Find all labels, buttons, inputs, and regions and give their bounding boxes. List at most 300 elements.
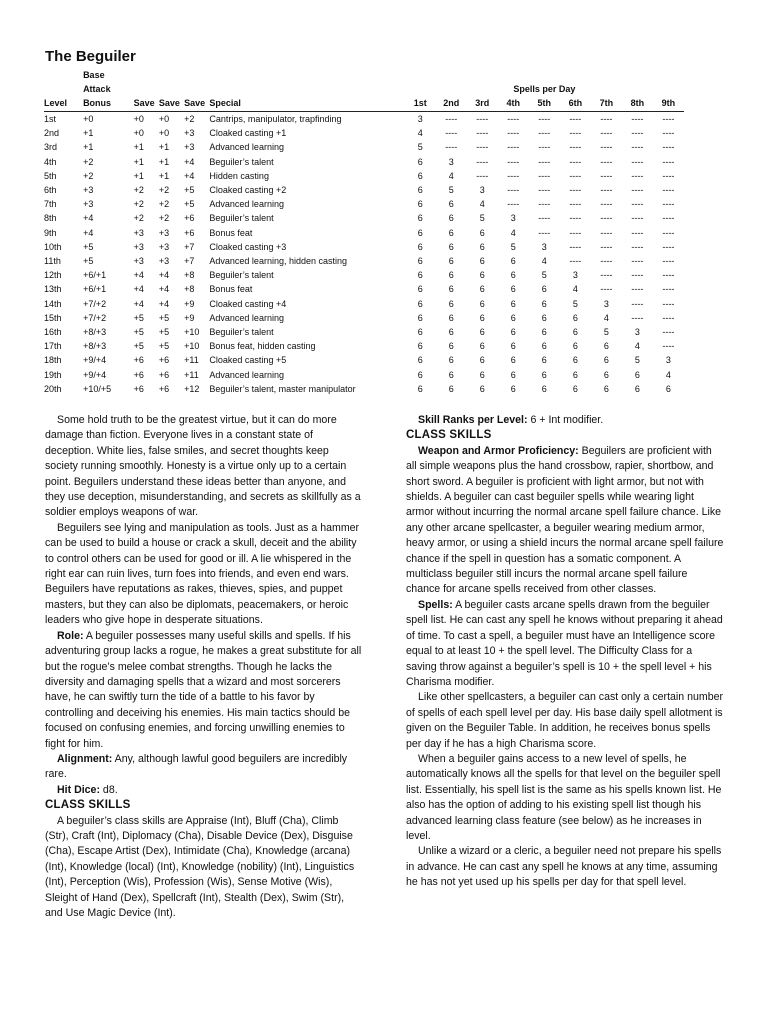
table-cell: +6 (158, 383, 170, 394)
table-row (44, 311, 684, 325)
table-cell: +9 (184, 298, 195, 309)
table-cell: 3 (634, 327, 640, 338)
table-cell: +4 (83, 227, 94, 238)
table-cell: 6 (448, 227, 454, 238)
table-cell: 6 (541, 312, 547, 323)
table-cell: 4 (665, 369, 671, 380)
weapon-label: Weapon and Armor Proficiency: (418, 444, 579, 457)
table-row (44, 140, 684, 154)
table-cell: ---- (569, 256, 582, 267)
intro-paragraph-1: Some hold truth to be the greatest virtue, but it can do more damage than fiction. Everyone lives in a constant state of deception. White lies, false smiles, and secret thoughts keep society running smoothly. Honesty is a virtue only up to a certain point. Beguilers understand these ideas better than anyone, and they use deception, misunderstanding, and secrets as skillfully as a soldier employs weapons of war. (45, 414, 361, 519)
table-cell: Cantrips, manipulator, trapfinding (209, 114, 342, 124)
column-header: 6th (560, 96, 591, 112)
table-row (44, 297, 684, 311)
table-cell: 6 (510, 355, 516, 366)
table-cell: 6 (510, 256, 516, 267)
table-cell: 6 (479, 383, 485, 394)
table-cell: ---- (631, 312, 644, 323)
table-cell: ---- (569, 114, 582, 124)
table-cell: ---- (445, 114, 458, 124)
weapon-text: Beguilers are proficient with all simple weapons plus the hand crossbow, rapier, shortbow, and short sword. A beguiler is proficient with light armor, but not with shields. A beguiler can cast beguiler spells while wearing light armor without incurring the normal arcane spell failure chance. Like any other arcane spellcaster, a beguiler wearing medium armor, heavy armor, or using a shield incurs the normal arcane spell failure chance if the spell in question has a somatic component. A multiclass beguiler still incurs the normal arcane spell failure chance for arcane spells received from other classes. (406, 444, 724, 596)
table-cell: ---- (631, 142, 644, 153)
table-cell: ---- (476, 156, 489, 167)
class-skills-heading-left: CLASS SKILLS (45, 799, 131, 812)
table-cell: +2 (133, 199, 144, 210)
table-cell: Bonus feat (209, 227, 253, 238)
table-cell: ---- (507, 199, 520, 210)
table-cell: +5 (133, 312, 144, 323)
table-row (44, 126, 684, 140)
table-cell: 6 (417, 227, 423, 238)
spells-label: Spells: (418, 598, 453, 611)
table-cell: ---- (662, 213, 675, 224)
table-cell: Advanced learning (209, 312, 284, 323)
hitdice-paragraph (45, 783, 363, 798)
table-cell: ---- (569, 185, 582, 196)
table-cell: 6 (479, 327, 485, 338)
weapon-paragraph (406, 444, 724, 598)
table-row (44, 254, 684, 268)
left-column (45, 413, 363, 921)
column-header: 7th (591, 96, 622, 112)
table-cell: +11 (184, 369, 199, 380)
table-cell: 6 (417, 199, 423, 210)
table-cell: Cloaked casting +4 (209, 298, 287, 309)
table-cell: 4th (44, 156, 57, 167)
table-cell: ---- (445, 128, 458, 139)
spells-paragraph-4: Unlike a wizard or a cleric, a beguiler need not prepare his spells in advance. He can cast any spell he knows at any time, assuming he has not yet used up his spells per day for that spell level. (406, 845, 722, 889)
table-cell: 6 (417, 298, 423, 309)
table-cell: 6 (665, 383, 671, 394)
table-cell: ---- (662, 312, 675, 323)
table-cell: 5 (479, 213, 485, 224)
table-cell: 6 (541, 284, 547, 295)
table-cell: +6 (133, 369, 144, 380)
table-cell: ---- (631, 128, 644, 139)
skill-ranks-paragraph (406, 413, 724, 428)
table-cell: 17th (44, 341, 62, 352)
table-cell: +0 (133, 114, 144, 124)
table-cell: 5 (448, 185, 454, 196)
table-cell: 6 (417, 270, 423, 281)
table-cell: 6 (603, 369, 609, 380)
table-cell: Beguiler’s talent (209, 156, 274, 167)
table-cell: +12 (184, 383, 200, 394)
table-cell: 6 (448, 327, 454, 338)
table-cell: 6 (541, 298, 547, 309)
table-cell: +2 (83, 156, 94, 167)
table-cell: ---- (662, 270, 675, 281)
table-cell: 15th (44, 312, 62, 323)
table-cell: +1 (133, 170, 144, 181)
table-cell: +3 (133, 241, 144, 252)
table-cell: +4 (184, 156, 195, 167)
table-cell: ---- (569, 241, 582, 252)
table-cell: ---- (507, 142, 520, 153)
table-cell: +6 (184, 227, 195, 238)
table-cell: 6 (510, 270, 516, 281)
table-cell: ---- (538, 227, 551, 238)
table-cell: 10th (44, 241, 62, 252)
column-header: 8th (622, 96, 653, 112)
skill-ranks-label: Skill Ranks per Level: (418, 414, 528, 426)
column-header: 3rd (467, 96, 498, 112)
table-cell: ---- (662, 128, 675, 139)
table-cell: ---- (507, 156, 520, 167)
class-skills-heading-right: CLASS SKILLS (406, 429, 492, 442)
table-cell: +3 (158, 256, 170, 267)
right-column (406, 413, 724, 891)
table-row (44, 112, 684, 127)
table-cell: ---- (538, 170, 551, 181)
table-cell: Cloaked casting +2 (209, 185, 287, 196)
table-cell: +2 (133, 213, 144, 224)
table-cell: +0 (133, 128, 144, 139)
table-cell: 6 (479, 227, 485, 238)
table-cell: 3 (479, 185, 485, 196)
table-cell: 6 (417, 327, 423, 338)
intro-paragraph-2: Beguilers see lying and manipulation as tools. Just as a hammer can be used to build a house or crack a skull, deceit and the ability to control others can be used for good or ill. A lie whispered in the right ear can ruin lives, turn foes into friends, and even end wars. Beguilers have reputations as rakes, thieves, spies, and puppet masters, but they can also be diplomats, peacemakers, or heroic leaders who give hope in desperate situations. (45, 521, 360, 627)
table-cell: 6 (417, 383, 423, 394)
table-cell: 3 (541, 241, 547, 252)
table-row (44, 155, 684, 169)
table-cell: +4 (158, 284, 170, 295)
role-paragraph (45, 629, 363, 752)
table-cell: 6 (541, 355, 547, 366)
table-cell: 12th (44, 270, 62, 281)
table-cell: 6 (417, 241, 423, 252)
table-cell: 6 (417, 369, 423, 380)
table-cell: ---- (631, 256, 644, 267)
table-cell: 5 (417, 142, 423, 153)
table-cell: ---- (631, 241, 644, 252)
table-cell: ---- (662, 327, 675, 338)
table-cell: +5 (83, 256, 94, 267)
table-cell: +2 (158, 185, 170, 196)
table-cell: 6 (417, 341, 423, 352)
table-cell: +1 (158, 170, 170, 181)
table-cell: 5 (572, 298, 578, 309)
table-cell: Advanced learning (209, 199, 284, 210)
table-cell: ---- (600, 142, 613, 153)
table-row (44, 211, 684, 225)
table-row (44, 169, 684, 183)
column-header: Save (184, 96, 209, 112)
table-cell: Advanced learning (209, 142, 284, 153)
table-cell: ---- (538, 114, 551, 124)
table-cell: 6 (510, 369, 516, 380)
table-cell: 6 (634, 369, 640, 380)
table-cell: +7 (184, 241, 195, 252)
page-title: The Beguiler (45, 48, 136, 65)
table-cell: 6 (448, 284, 454, 295)
table-cell: +7 (184, 256, 195, 267)
table-row (44, 240, 684, 254)
table-cell: ---- (569, 142, 582, 153)
table-cell: 19th (44, 369, 62, 380)
column-header: 9th (653, 96, 684, 112)
table-cell: ---- (631, 227, 644, 238)
table-cell: 6 (448, 270, 454, 281)
table-cell: Hidden casting (209, 170, 269, 181)
table-cell: ---- (569, 213, 582, 224)
table-cell: Beguiler’s talent, master manipulator (209, 383, 356, 394)
table-cell: 6 (479, 256, 485, 267)
table-cell: ---- (600, 170, 613, 181)
table-cell: ---- (538, 156, 551, 167)
header-base: Base (83, 70, 105, 80)
table-cell: Cloaked casting +5 (209, 355, 287, 366)
header-attack: Attack (83, 84, 111, 94)
table-cell: 4 (510, 227, 516, 238)
table-cell: ---- (507, 170, 520, 181)
table-cell: ---- (600, 128, 613, 139)
table-cell: ---- (538, 199, 551, 210)
table-row (44, 339, 684, 353)
table-cell: 6 (479, 355, 485, 366)
table-cell: 6 (479, 341, 485, 352)
column-header: Special (209, 96, 404, 112)
table-cell: +2 (158, 213, 170, 224)
column-header: 1st (405, 96, 436, 112)
table-cell: 3 (448, 156, 454, 167)
table-cell: Advanced learning (209, 369, 284, 380)
table-cell: 6 (603, 341, 609, 352)
table-cell: 6 (479, 241, 485, 252)
table-cell: 3 (572, 270, 578, 281)
table-cell: +0 (83, 114, 94, 124)
column-header: Level (44, 96, 83, 112)
table-cell: ---- (538, 213, 551, 224)
table-cell: ---- (476, 142, 489, 153)
table-cell: 6 (510, 383, 516, 394)
table-cell: Beguiler’s talent (209, 327, 274, 338)
table-cell: 6 (572, 312, 578, 323)
spells-paragraph-2: Like other spellcasters, a beguiler can cast only a certain number of spells of each spell level per day. His base daily spell allotment is given on the Beguiler Table. In addition, he receives bonus spells per day if he has a high Charisma score. (406, 691, 724, 750)
table-cell: 6 (572, 327, 578, 338)
table-cell: 6 (417, 213, 423, 224)
table-cell: +0 (158, 114, 170, 124)
table-cell: 20th (44, 383, 62, 394)
table-cell: 3 (510, 213, 516, 224)
table-cell: 8th (44, 213, 57, 224)
table-cell: Bonus feat, hidden casting (209, 341, 316, 352)
table-row (44, 226, 684, 240)
table-cell: ---- (569, 128, 582, 139)
table-cell: 5 (541, 270, 547, 281)
table-cell: +5 (133, 341, 144, 352)
table-cell: Bonus feat (209, 284, 253, 295)
table-cell: ---- (631, 213, 644, 224)
table-cell: ---- (600, 185, 613, 196)
table-cell: +4 (133, 270, 144, 281)
table-cell: ---- (631, 270, 644, 281)
table-cell: ---- (662, 284, 675, 295)
table-cell: 6 (448, 383, 454, 394)
table-cell: +3 (184, 128, 195, 139)
table-cell: ---- (631, 170, 644, 181)
table-cell: ---- (600, 213, 613, 224)
table-cell: +2 (158, 199, 170, 210)
table-cell: ---- (631, 284, 644, 295)
table-cell: +3 (133, 256, 144, 267)
table-cell: 6 (448, 298, 454, 309)
alignment-paragraph (45, 752, 363, 783)
column-header: Save (159, 96, 184, 112)
table-row (44, 353, 684, 367)
column-header: 2nd (436, 96, 467, 112)
table-cell: +3 (133, 227, 144, 238)
table-cell: +2 (83, 170, 94, 181)
table-cell: 6 (448, 241, 454, 252)
table-cell: 6 (541, 327, 547, 338)
table-cell: ---- (600, 270, 613, 281)
table-cell: +2 (184, 114, 195, 124)
table-cell: 6 (479, 369, 485, 380)
table-cell: 6 (417, 256, 423, 267)
table-cell: ---- (569, 227, 582, 238)
table-cell: ---- (569, 199, 582, 210)
table-cell: ---- (600, 114, 613, 124)
table-cell: +4 (158, 270, 170, 281)
table-cell: 6 (448, 199, 454, 210)
table-cell: ---- (662, 199, 675, 210)
table-cell: 4 (448, 170, 454, 181)
role-text: A beguiler possesses many useful skills and spells. If his adventuring group lacks a rogue, he makes a great substitute for all but the rogue’s melee combat strengths. Though he lacks the diversity and damaging spells that a wizard and most sorcerers have, he can swiftly turn the tide of a battle to his favor by controlling and deceiving his enemies. His main tactics should be focused on confusing enemies, and forcing unwilling enemies to fight for him. (45, 629, 362, 750)
table-cell: +3 (184, 142, 195, 153)
table-cell: ---- (631, 114, 644, 124)
table-cell: +1 (83, 142, 94, 153)
table-cell: ---- (662, 298, 675, 309)
table-cell: 6 (448, 341, 454, 352)
table-cell: 6 (479, 270, 485, 281)
table-cell: +1 (133, 156, 144, 167)
table-cell: ---- (631, 298, 644, 309)
table-cell: +4 (184, 170, 195, 181)
table-cell: ---- (631, 156, 644, 167)
table-cell: ---- (662, 241, 675, 252)
table-cell: ---- (538, 128, 551, 139)
table-cell: 6 (541, 383, 547, 394)
table-cell: 6 (634, 383, 640, 394)
table-header-row (44, 96, 684, 112)
table-cell: ---- (600, 284, 613, 295)
table-cell: +5 (158, 312, 170, 323)
table-cell: +3 (158, 227, 170, 238)
table-cell: +3 (83, 185, 94, 196)
table-cell: 4 (634, 341, 640, 352)
table-cell: 14th (44, 298, 62, 309)
table-cell: +9/+4 (83, 369, 107, 380)
table-cell: ---- (538, 185, 551, 196)
table-cell: 5 (510, 241, 516, 252)
table-cell: ---- (662, 341, 675, 352)
column-header: 4th (498, 96, 529, 112)
table-cell: ---- (445, 142, 458, 153)
table-cell: 6 (541, 369, 547, 380)
table-cell: +3 (158, 241, 170, 252)
table-cell: +0 (158, 128, 170, 139)
column-header: Bonus (83, 96, 134, 112)
table-row (44, 183, 684, 197)
column-header: Save (134, 96, 159, 112)
table-cell: 6 (417, 312, 423, 323)
table-cell: 9th (44, 227, 57, 238)
table-cell: 6 (510, 312, 516, 323)
hitdice-label: Hit Dice: (57, 783, 100, 796)
table-cell: 6 (448, 312, 454, 323)
table-cell: 6 (510, 284, 516, 295)
table-header-row-top (44, 68, 684, 82)
table-cell: ---- (476, 128, 489, 139)
table-cell: ---- (662, 142, 675, 153)
table-cell: +1 (83, 128, 94, 139)
class-skills-paragraph: A beguiler’s class skills are Appraise (Int), Bluff (Cha), Climb (Str), Craft (Int), Diplomacy (Cha), Disable Device (Dex), Disguise (Cha), Escape Artist (Dex), Intimidate (Cha), Knowledge (arcana) (Int), Knowledge (local) (Int), Knowledge (nobility) (Int), Linguistics (Int), Perception (Wis), Profession (Wis), Sense Motive (Wis), Sleight of Hand (Dex), Spellcraft (Int), Stealth (Dex), Swim (Str), and Use Magic Device (Int). (45, 814, 355, 919)
table-cell: ---- (507, 114, 520, 124)
table-cell: 6 (417, 156, 423, 167)
table-cell: 6 (448, 256, 454, 267)
table-cell: +5 (133, 327, 144, 338)
table-cell: 6 (572, 383, 578, 394)
table-cell: ---- (600, 241, 613, 252)
table-cell: +5 (184, 185, 195, 196)
table-cell: +6 (133, 355, 144, 366)
table-cell: 3 (665, 355, 671, 366)
alignment-text: Any, although lawful good beguilers are incredibly rare. (45, 752, 348, 781)
table-cell: +8 (184, 284, 195, 295)
table-cell: +7/+2 (83, 298, 107, 309)
table-body (44, 112, 684, 397)
table-cell: 5 (634, 355, 640, 366)
table-cell: +6/+1 (83, 284, 107, 295)
table-cell: +6 (158, 355, 170, 366)
table-cell: 6 (417, 185, 423, 196)
table-cell: 6 (448, 369, 454, 380)
table-cell: 2nd (44, 128, 60, 139)
table-cell: +1 (158, 156, 170, 167)
table-cell: 3 (603, 298, 609, 309)
table-cell: 6 (479, 298, 485, 309)
table-cell: ---- (569, 170, 582, 181)
table-row (44, 197, 684, 211)
header-spells-per-day: Spells per Day (513, 84, 576, 94)
table-row (44, 325, 684, 339)
table-cell: +5 (184, 199, 195, 210)
table-cell: ---- (662, 256, 675, 267)
table-cell: ---- (600, 227, 613, 238)
table-cell: ---- (538, 142, 551, 153)
table-cell: ---- (631, 185, 644, 196)
table-cell: 6 (479, 284, 485, 295)
table-cell: 6 (603, 383, 609, 394)
table-cell: +6/+1 (83, 270, 107, 281)
table-cell: 4 (603, 312, 609, 323)
table-cell: ---- (662, 185, 675, 196)
table-cell: Advanced learning, hidden casting (209, 256, 348, 267)
table-cell: 5th (44, 170, 57, 181)
table-cell: 4 (417, 128, 423, 139)
table-cell: 4 (479, 199, 485, 210)
table-cell: 7th (44, 199, 57, 210)
table-cell: ---- (507, 128, 520, 139)
table-cell: 3 (417, 114, 423, 124)
hitdice-text: d8. (99, 783, 118, 796)
table-cell: ---- (600, 199, 613, 210)
table-cell: +6 (133, 383, 144, 394)
table-cell: +5 (83, 241, 94, 252)
table-cell: ---- (476, 170, 489, 181)
table-cell: Beguiler’s talent (209, 213, 274, 224)
